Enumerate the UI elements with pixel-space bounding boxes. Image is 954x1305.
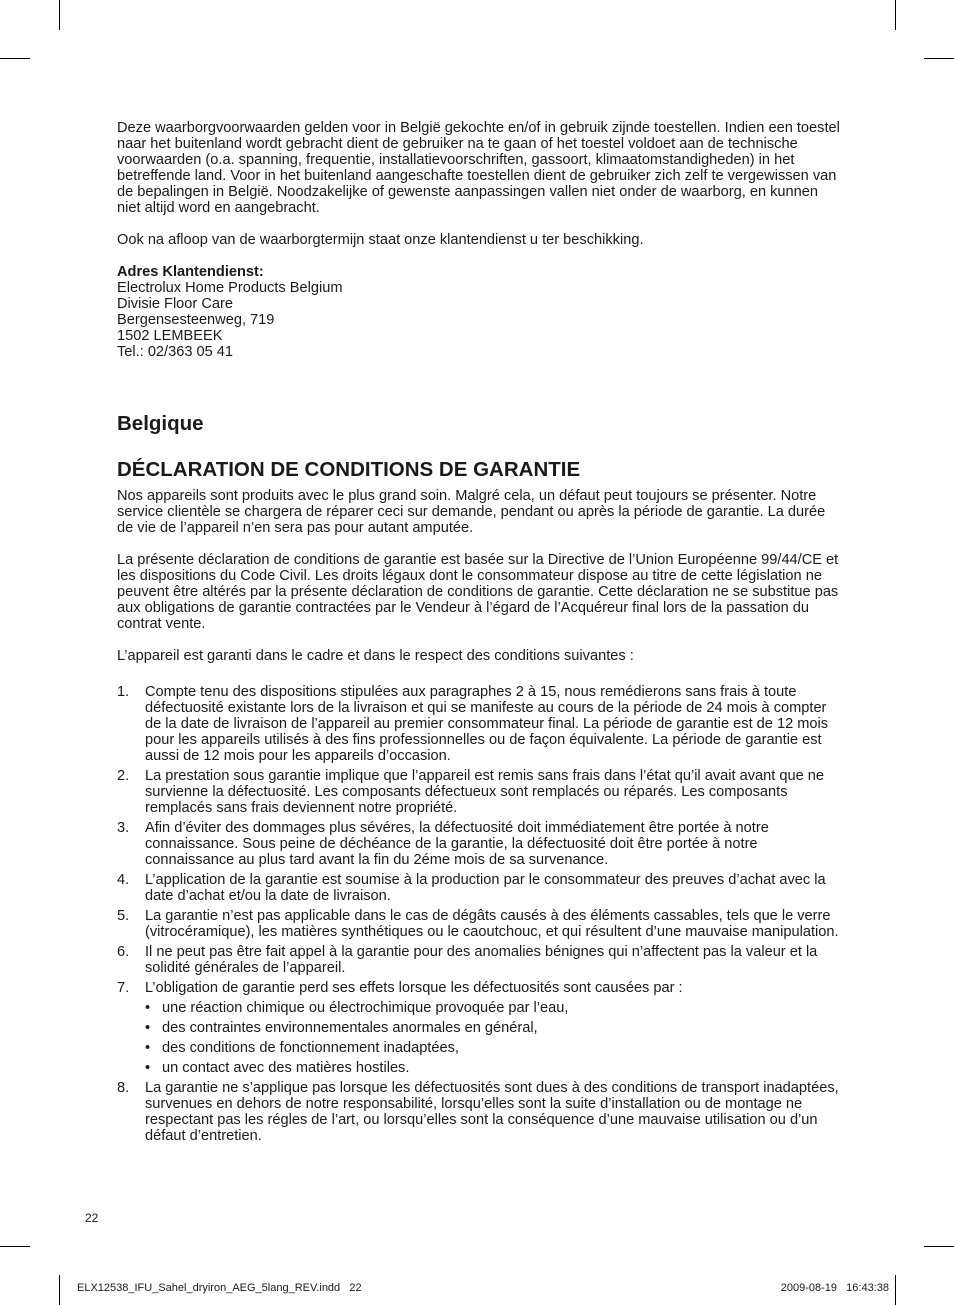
list-item-number: 7. <box>117 980 130 996</box>
address-line-street: Bergensesteenweg, 719 <box>117 312 275 328</box>
list-item-text: Afin d’éviter des dommages plus sévéres, la défectuosité doit immédiatement être portée à notre connaissance. Sous peine de déchéance de la garantie, la défectuosité doit être portée à notre connaissance au plus tard avant la fin du 2éme mois de sa survenance. <box>145 820 769 868</box>
french-paragraph-1: Nos appareils sont produits avec le plus grand soin. Malgré cela, un défaut peut toujours se présenter. Notre service clientèle se chargera de réparer ceci sur demande, pendant ou après la période de garantie. La durée de vie de l’appareil n’en sera pas pour autant amputée. <box>117 488 826 536</box>
address-title: Adres Klantendienst: <box>117 264 264 280</box>
slug-file-name: ELX12538_IFU_Sahel_dryiron_AEG_5lang_REV.indd 22 <box>77 1282 362 1294</box>
list-item <box>117 820 843 868</box>
french-paragraph-2: La présente déclaration de conditions de garantie est basée sur la Directive de l’Union Européenne 99/44/CE et les dispositions du Code Civil. Les droits légaux dont le consommateur dispose au titre de cette législation ne peuvent être altérés par la présente déclaration de conditions de garantie. Cette déclaration ne se substitue pas aux obligations de garantie contractées par le Vendeur à l’égard de l’Acquéreur final lors de la passation du contrat vente. <box>117 552 839 632</box>
terms-list <box>117 684 843 1144</box>
crop-mark-bottom-right-vertical <box>895 1275 896 1305</box>
address-block <box>117 264 843 360</box>
bullet-text: une réaction chimique ou électrochimique provoquée par l’eau, <box>162 1000 569 1016</box>
list-item-number: 3. <box>117 820 130 836</box>
list-item <box>117 908 843 940</box>
intro-paragraph-2: Ook na afloop van de waarborgtermijn staat onze klantendienst u ter beschikking. <box>117 232 644 248</box>
address-line-division: Divisie Floor Care <box>117 296 233 312</box>
list-item-text: L’obligation de garantie perd ses effets lorsque les défectuosités sont causées par : <box>145 980 683 996</box>
list-item <box>117 1080 843 1144</box>
list-item-number: 2. <box>117 768 130 784</box>
bullet-text: des conditions de fonctionnement inadaptées, <box>162 1040 459 1056</box>
crop-mark-top-right-vertical <box>895 0 896 30</box>
crop-mark-top-right-horizontal <box>924 58 954 59</box>
slug-timestamp: 2009-08-19 16:43:38 <box>780 1282 889 1294</box>
bullet-list <box>145 1000 843 1076</box>
list-item-text: La garantie n’est pas applicable dans le cas de dégâts causés à des éléments cassables, tels que le verre (vitrocéramique), les matières synthétiques ou le caoutchouc, et qui résultent d’une mauvaise manipulation. <box>145 908 839 940</box>
list-item-text: Il ne peut pas être fait appel à la garantie pour des anomalies bénignes qui n’affectent pas la valeur et la solidité générales de l’appareil. <box>145 944 818 976</box>
list-item-text: La garantie ne s’applique pas lorsque les défectuosités sont dues à des conditions de transport inadaptées, survenues en dehors de notre responsabilité, lorsqu’elles sont la suite d’installation ou de montage ne respectant pas les régles de l’art, ou lorsqu’elles sont la conséquence d’une mauvaise utilisation ou d’un défaut d’entretien. <box>145 1080 839 1144</box>
list-item-text: Compte tenu des dispositions stipulées aux paragraphes 2 à 15, nous remédierons sans frais à toute défectuosité existante lors de la livraison et qui se manifeste au cours de la période de 24 mois à compter de la date de livraison de l’appareil au premier consommateur final. La période de garantie est de 12 mois pour les appareils utilisés à des fins professionnelles ou de façon équivalente. La période de garantie est aussi de 12 mois pour les appareils d’occasion. <box>145 684 829 764</box>
list-item-number: 6. <box>117 944 130 960</box>
address-line-phone: Tel.: 02/363 05 41 <box>117 344 234 360</box>
bullet-text: un contact avec des matières hostiles. <box>162 1060 410 1076</box>
address-line-city: 1502 LEMBEEK <box>117 328 223 344</box>
bullet-item <box>145 1040 843 1056</box>
french-paragraph-3: L’appareil est garanti dans le cadre et dans le respect des conditions suivantes : <box>117 648 634 664</box>
list-item <box>117 872 843 904</box>
bullet-glyph: • <box>145 1040 151 1056</box>
list-item-number: 4. <box>117 872 130 888</box>
page-number: 22 <box>85 1211 99 1225</box>
crop-mark-bottom-left-vertical <box>59 1275 60 1305</box>
list-item-number: 8. <box>117 1080 130 1096</box>
bullet-glyph: • <box>145 1020 151 1036</box>
country-heading: Belgique <box>117 412 204 435</box>
crop-mark-top-left-horizontal <box>0 58 30 59</box>
list-item <box>117 768 843 816</box>
intro-paragraph-1: Deze waarborgvoorwaarden gelden voor in België gekochte en/of in gebruik zijnde toestellen. Indien een toestel naar het buitenland wordt gebracht dient de gebruiker na te gaan of het toestel voldoet aan de technische voorwaarden (o.a. spanning, frequentie, installatievoorschriften, gassoort, klimaatomstandigheden) in het betreffende land. Voor in het buitenland aangeschafte toestellen dient de gebruiker zich zelf te vergewissen van de bepalingen in België. Noodzakelijke of gewenste aanpassingen vallen niet onder de waarborg, en kunnen niet altijd word en aangebracht. <box>117 120 840 216</box>
bullet-item <box>145 1060 843 1076</box>
bullet-item <box>145 1020 843 1036</box>
bullet-item <box>145 1000 843 1016</box>
section-heading: DÉCLARATION DE CONDITIONS DE GARANTIE <box>117 458 581 481</box>
bullet-glyph: • <box>145 1060 151 1076</box>
list-item-text: La prestation sous garantie implique que l’appareil est remis sans frais dans l’état qu’il avait avant que ne survienne la défectuosité. Les composants défectueux sont remplacés ou réparés. Les composants remplacés sans frais deviennent notre propriété. <box>145 768 825 816</box>
list-item <box>117 944 843 976</box>
list-item-text: L’application de la garantie est soumise à la production par le consommateur des preuves d’achat avec la date d’achat et/ou la date de livraison. <box>145 872 826 904</box>
bullet-text: des contraintes environnementales anormales en général, <box>162 1020 538 1036</box>
list-item <box>117 980 843 1076</box>
crop-mark-top-left-vertical <box>59 0 60 30</box>
list-item-number: 5. <box>117 908 130 924</box>
address-line-company: Electrolux Home Products Belgium <box>117 280 343 296</box>
crop-mark-bottom-left-horizontal <box>0 1246 30 1247</box>
page-content <box>117 120 843 1148</box>
list-item-number: 1. <box>117 684 130 700</box>
bullet-glyph: • <box>145 1000 151 1016</box>
crop-mark-bottom-right-horizontal <box>924 1246 954 1247</box>
list-item <box>117 684 843 764</box>
